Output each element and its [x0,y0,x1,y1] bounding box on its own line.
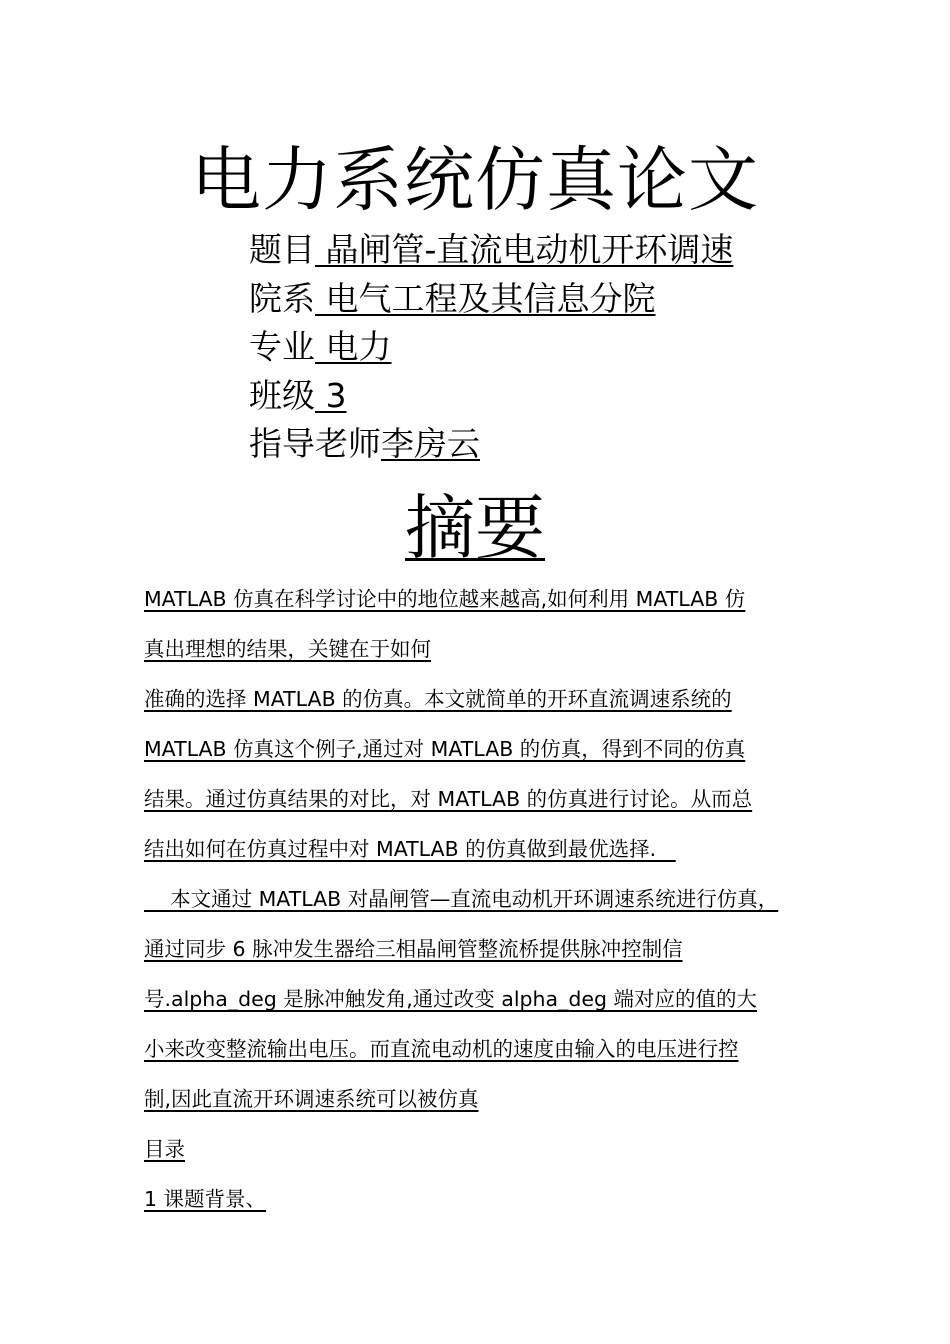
abstract-line: 号.alpha_deg 是脉冲触发角,通过改变 alpha_deg 端对应的值的大 [144,987,758,1011]
info-row-major [249,323,869,372]
info-row-topic [249,226,869,275]
info-label-major: 专业 [249,327,315,366]
info-value-major: 电力 [315,327,392,366]
info-value-topic: 晶闸管-直流电动机开环调速 [315,230,734,269]
toc-item: 1 课题背景、 [144,1187,267,1211]
info-label-topic: 题目 [249,230,315,269]
info-row-advisor [249,420,869,469]
abstract-line: MATLAB 仿真在科学讨论中的地位越来越高,如何利用 MATLAB 仿 [144,587,746,611]
abstract-line: 本文通过 MATLAB 对晶闸管—直流电动机开环调速系统进行仿真， [144,887,779,911]
info-row-department [249,275,869,324]
info-value-class: 3 [315,375,347,415]
abstract-line: 准确的选择 MATLAB 的仿真。本文就简单的开环直流调速系统的 [144,687,732,711]
info-label-class: 班级 [249,375,315,415]
info-row-class [249,372,869,421]
cover-info-block [249,226,869,469]
abstract-heading-text: 摘要 [405,487,545,569]
info-value-advisor: 李房云 [381,424,480,463]
abstract-line: 结果。通过仿真结果的对比，对 MATLAB 的仿真进行讨论。从而总 [144,787,753,811]
info-label-advisor: 指导老师 [249,424,381,463]
info-value-department: 电气工程及其信息分院 [315,278,656,318]
abstract-body [144,574,834,1224]
abstract-heading [0,486,950,570]
thesis-title: 电力系统仿真论文 [191,139,759,221]
abstract-line: 通过同步 6 脉冲发生器给三相晶闸管整流桥提供脉冲控制信 [144,937,683,961]
abstract-line: 制,因此直流开环调速系统可以被仿真 [144,1087,479,1111]
abstract-line: 真出理想的结果，关键在于如何 [144,637,431,661]
abstract-line: 结出如何在仿真过程中对 MATLAB 的仿真做到最优选择. [144,837,676,861]
toc-heading: 目录 [144,1137,185,1161]
abstract-line: 小来改变整流输出电压。而直流电动机的速度由输入的电压进行控 [144,1037,739,1061]
abstract-line: MATLAB 仿真这个例子,通过对 MATLAB 的仿真，得到不同的仿真 [144,737,746,761]
info-label-department: 院系 [249,278,315,318]
